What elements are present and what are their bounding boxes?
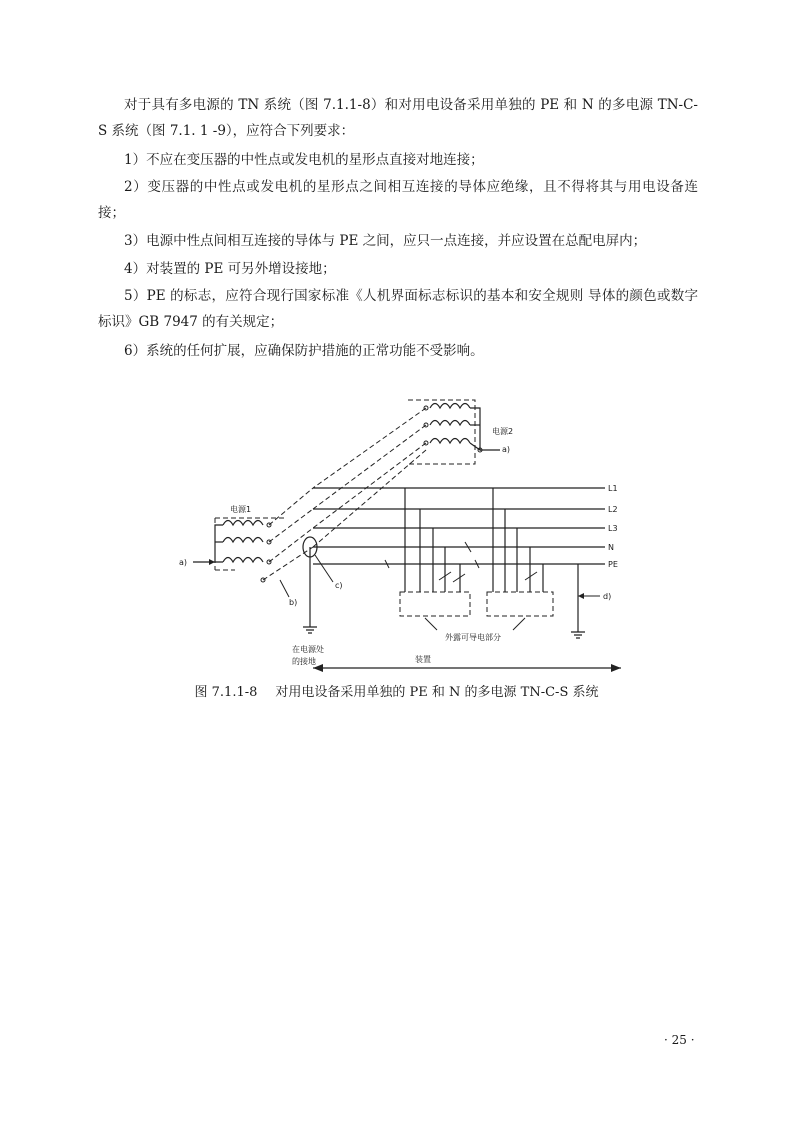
source-2-label: 电源2: [492, 427, 514, 436]
callout-d: d): [603, 592, 612, 601]
circuit-diagram-figure: [175, 392, 635, 682]
requirement-item-5: 5）PE 的标志，应符合现行国家标准《人机界面标志标识的基本和安全规则 导体的颜色或数字标识》GB 7947 的有关规定；: [98, 288, 698, 330]
bus-label-l1: L1: [608, 484, 618, 493]
exposed-parts-label: 外露可导电部分: [445, 633, 501, 642]
bus-label-pe: PE: [608, 560, 618, 569]
caption-text: 对用电设备采用单独的 PE 和 N 的多电源 TN-C-S 系统: [275, 685, 599, 700]
bus-label-l3: L3: [608, 524, 618, 533]
source-1-label: 电源1: [230, 505, 252, 514]
earth-at-source-line2: 的接地: [292, 657, 316, 666]
callout-c: c): [335, 581, 343, 590]
bus-bars: [313, 488, 605, 564]
requirement-item-3: 3）电源中性点间相互连接的导体与 PE 之间，应只一点连接，并应设置在总配电屏内；: [124, 233, 647, 249]
source-2-coils: [408, 400, 500, 464]
installation-label: 装置: [415, 655, 431, 664]
figure-caption: [0, 683, 793, 703]
page-number: · 25 ·: [664, 1033, 695, 1047]
circuit-diagram: [175, 392, 635, 682]
source-1-coils: [215, 518, 285, 582]
bus-label-l2: L2: [608, 505, 618, 514]
requirement-item-2: 2）变压器的中性点或发电机的星形点之间相互连接的导体应绝缘，且不得将其与用电设备连接；: [98, 179, 698, 221]
caption-number: 图 7.1.1-8: [194, 685, 258, 700]
callout-a1: a): [179, 558, 188, 567]
requirement-item-6: 6）系统的任何扩展，应确保防护措施的正常功能不受影响。: [124, 343, 484, 359]
requirement-item-4: 4）对装置的 PE 可另外增设接地；: [124, 261, 336, 277]
callout-a2: a): [502, 445, 511, 454]
requirement-item-1: 1）不应在变压器的中性点或发电机的星形点直接对地连接；: [124, 152, 484, 168]
bus-label-n: N: [608, 543, 614, 552]
earth-at-source-line1: 在电源处: [292, 645, 324, 654]
intro-paragraph: 对于具有多电源的 TN 系统（图 7.1.1-8）和对用电设备采用单独的 PE 和 N 的多电源 TN-C-S 系统（图 7.1. 1 -9），应符合下列要求：: [98, 97, 698, 139]
equipment-group-1: [400, 488, 470, 616]
callout-b: b): [289, 598, 298, 607]
equipment-group-2: [487, 488, 553, 616]
